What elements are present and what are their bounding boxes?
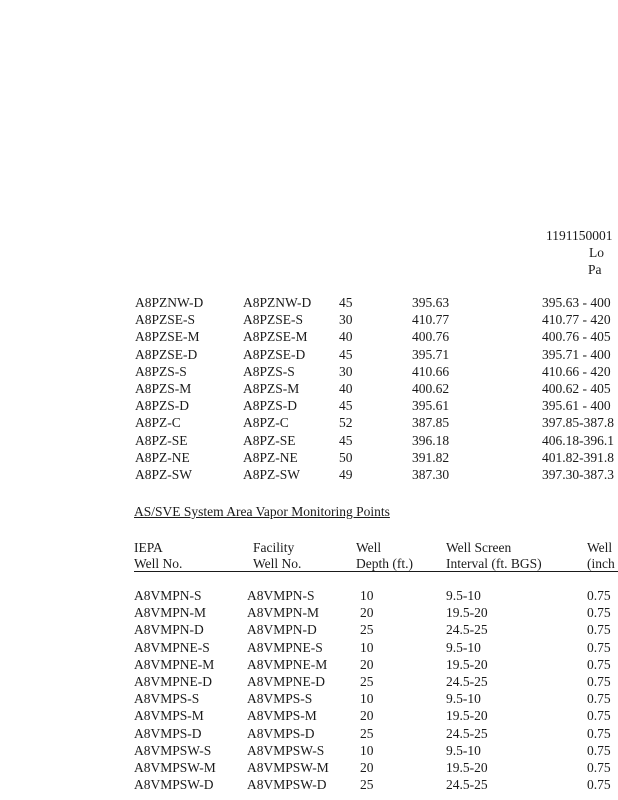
table-cell: 0.75 (587, 742, 611, 758)
table-row (0, 347, 618, 364)
table-cell: 9.5-10 (446, 691, 481, 707)
table-cell: 406.18-396.1 (542, 432, 614, 448)
table-cell: 0.75 (587, 674, 611, 689)
table-cell: 391.82 (412, 449, 450, 465)
table-cell: 0.75 (587, 605, 611, 621)
table-cell: 45 (339, 295, 353, 310)
header-facility: Facility (253, 540, 295, 555)
table-cell: 0.75 (587, 760, 611, 775)
table-cell: 40 (339, 329, 353, 345)
header-line-2: Lo (589, 245, 604, 260)
table-row (0, 381, 618, 398)
table-cell: 395.63 - 400 (542, 295, 611, 310)
table-cell: A8VMPN-S (134, 588, 202, 603)
header-interval: Interval (ft. BGS) (446, 556, 542, 571)
table-cell: 19.5-20 (446, 760, 488, 775)
table-cell: A8PZ-C (135, 415, 181, 431)
header-depth: Depth (ft.) (356, 556, 413, 571)
table-cell: A8VMPS-S (134, 691, 200, 707)
table-row (0, 433, 618, 450)
table-cell: 49 (339, 467, 353, 482)
table-cell: 45 (339, 432, 353, 448)
table-cell: A8PZSE-M (135, 329, 200, 345)
table-cell: A8PZS-S (243, 363, 295, 379)
table-cell: 0.75 (587, 622, 611, 638)
table-cell: A8PZS-D (243, 398, 298, 414)
table-cell: A8PZS-M (243, 381, 300, 396)
table-cell: A8PZS-S (135, 363, 187, 379)
header-rule (134, 571, 618, 572)
table-cell: 25 (360, 777, 374, 793)
table-row (0, 398, 618, 415)
table-row (0, 657, 618, 674)
header-well-diameter: Well (587, 540, 613, 555)
table-cell: 45 (339, 398, 353, 414)
table-row (0, 467, 618, 484)
table-cell: 10 (360, 742, 374, 758)
table-cell: A8VMPN-D (247, 622, 317, 638)
table-row (0, 415, 618, 432)
table-cell: 19.5-20 (446, 656, 488, 672)
table-cell: A8PZS-D (135, 398, 190, 414)
table-cell: 410.66 (412, 363, 450, 379)
header-well: Well (356, 540, 382, 555)
header-facility-well-no: Well No. (253, 556, 302, 571)
section-title: AS/SVE System Area Vapor Monitoring Points (134, 504, 390, 519)
table-cell: 19.5-20 (446, 708, 488, 724)
table-row (0, 760, 618, 777)
table-cell: A8PZ-SE (243, 432, 296, 448)
table-cell: 395.71 (412, 346, 450, 362)
table-row (0, 640, 618, 657)
table-cell: 400.76 - 405 (542, 329, 611, 345)
table-cell: 25 (360, 725, 374, 741)
table-cell: A8VMPNE-S (247, 639, 323, 655)
table-cell: 400.62 - 405 (542, 381, 611, 396)
table-cell: 410.77 (412, 312, 450, 328)
table-cell: A8VMPSW-D (134, 777, 214, 793)
table-cell: A8VMPS-D (134, 725, 202, 741)
table-cell: A8VMPSW-M (247, 760, 329, 775)
table-cell: 24.5-25 (446, 725, 488, 741)
table-cell: 20 (360, 656, 374, 672)
table-cell: 30 (339, 312, 353, 328)
table-row (0, 329, 618, 346)
table-row (0, 743, 618, 760)
table-row (0, 708, 618, 725)
table-cell: 52 (339, 415, 353, 431)
table-cell: 401.82-391.8 (542, 449, 614, 465)
table-cell: 0.75 (587, 588, 611, 603)
table-cell: 0.75 (587, 639, 611, 655)
table-cell: 24.5-25 (446, 622, 488, 638)
document-number: 1191150001 (546, 228, 613, 243)
table-row (0, 777, 618, 794)
table-cell: 0.75 (587, 708, 611, 724)
table-row (0, 312, 618, 329)
table-cell: 387.30 (412, 467, 450, 482)
table-row (0, 588, 618, 605)
table-cell: A8PZ-NE (243, 449, 298, 465)
header-well-screen: Well Screen (446, 540, 512, 555)
table-row (0, 450, 618, 467)
table-cell: 0.75 (587, 691, 611, 707)
table-row (0, 605, 618, 622)
table-cell: 25 (360, 674, 374, 689)
table-cell: 20 (360, 760, 374, 775)
table-cell: 400.76 (412, 329, 450, 345)
table-cell: A8PZ-SW (135, 467, 192, 482)
header-line-3: Pa (588, 262, 602, 277)
table-cell: A8PZSE-M (243, 329, 308, 345)
table-cell: 0.75 (587, 656, 611, 672)
table-cell: A8VMPN-D (134, 622, 204, 638)
table-row (0, 364, 618, 381)
table-cell: 410.66 - 420 (542, 363, 611, 379)
table-cell: A8PZNW-D (135, 295, 204, 310)
header-inch: (inch (587, 556, 615, 571)
table-cell: A8VMPS-S (247, 691, 313, 707)
table-cell: 24.5-25 (446, 777, 488, 793)
table-cell: 0.75 (587, 725, 611, 741)
table-cell: 387.85 (412, 415, 450, 431)
table-cell: 45 (339, 346, 353, 362)
table-cell: 30 (339, 363, 353, 379)
table-cell: A8VMPN-M (247, 605, 320, 621)
table-cell: A8PZ-SW (243, 467, 300, 482)
table-cell: A8VMPS-D (247, 725, 315, 741)
table-row (0, 674, 618, 691)
table-cell: A8PZSE-S (135, 312, 196, 328)
table-cell: A8PZSE-D (243, 346, 306, 362)
table-cell: 396.18 (412, 432, 450, 448)
table-cell: A8VMPNE-M (247, 656, 328, 672)
table-cell: 10 (360, 588, 374, 603)
table-cell: 395.61 - 400 (542, 398, 611, 414)
table-cell: 9.5-10 (446, 588, 481, 603)
table-cell: 397.30-387.3 (542, 467, 614, 482)
table-cell: A8PZSE-S (243, 312, 304, 328)
table-cell: A8PZS-M (135, 381, 192, 396)
table-cell: 20 (360, 605, 374, 621)
table-row (0, 622, 618, 639)
table-cell: 9.5-10 (446, 639, 481, 655)
table-cell: A8VMPNE-D (247, 674, 326, 689)
table-cell: 10 (360, 691, 374, 707)
table-cell: 400.62 (412, 381, 450, 396)
table-cell: 395.71 - 400 (542, 346, 611, 362)
table-cell: 395.61 (412, 398, 450, 414)
table-cell: A8VMPN-S (247, 588, 315, 603)
table-cell: 20 (360, 708, 374, 724)
header-iepa: IEPA (134, 540, 163, 555)
table-row (0, 726, 618, 743)
table-cell: A8VMPSW-D (247, 777, 327, 793)
table-row (0, 295, 618, 312)
table-cell: A8PZ-NE (135, 449, 190, 465)
table-cell: A8PZ-SE (135, 432, 188, 448)
table-cell: A8VMPSW-S (134, 742, 212, 758)
table-cell: A8VMPSW-M (134, 760, 216, 775)
table-cell: A8PZ-C (243, 415, 289, 431)
table-cell: A8PZNW-D (243, 295, 312, 310)
header-iepa-well-no: Well No. (134, 556, 183, 571)
table-cell: 9.5-10 (446, 742, 481, 758)
table-cell: A8VMPNE-S (134, 639, 210, 655)
table-cell: 395.63 (412, 295, 450, 310)
table-cell: 24.5-25 (446, 674, 488, 689)
table-cell: A8VMPNE-D (134, 674, 213, 689)
table-cell: A8VMPS-M (247, 708, 317, 724)
table-cell: A8PZSE-D (135, 346, 198, 362)
table-cell: 19.5-20 (446, 605, 488, 621)
table-cell: A8VMPSW-S (247, 742, 325, 758)
table-row (0, 691, 618, 708)
table-cell: A8VMPN-M (134, 605, 207, 621)
table-cell: 397.85-387.8 (542, 415, 614, 431)
table-cell: 50 (339, 449, 353, 465)
table-cell: A8VMPS-M (134, 708, 204, 724)
table-cell: 410.77 - 420 (542, 312, 611, 328)
table-cell: 25 (360, 622, 374, 638)
table-cell: A8VMPNE-M (134, 656, 215, 672)
table-cell: 40 (339, 381, 353, 396)
table-cell: 10 (360, 639, 374, 655)
table-cell: 0.75 (587, 777, 611, 793)
